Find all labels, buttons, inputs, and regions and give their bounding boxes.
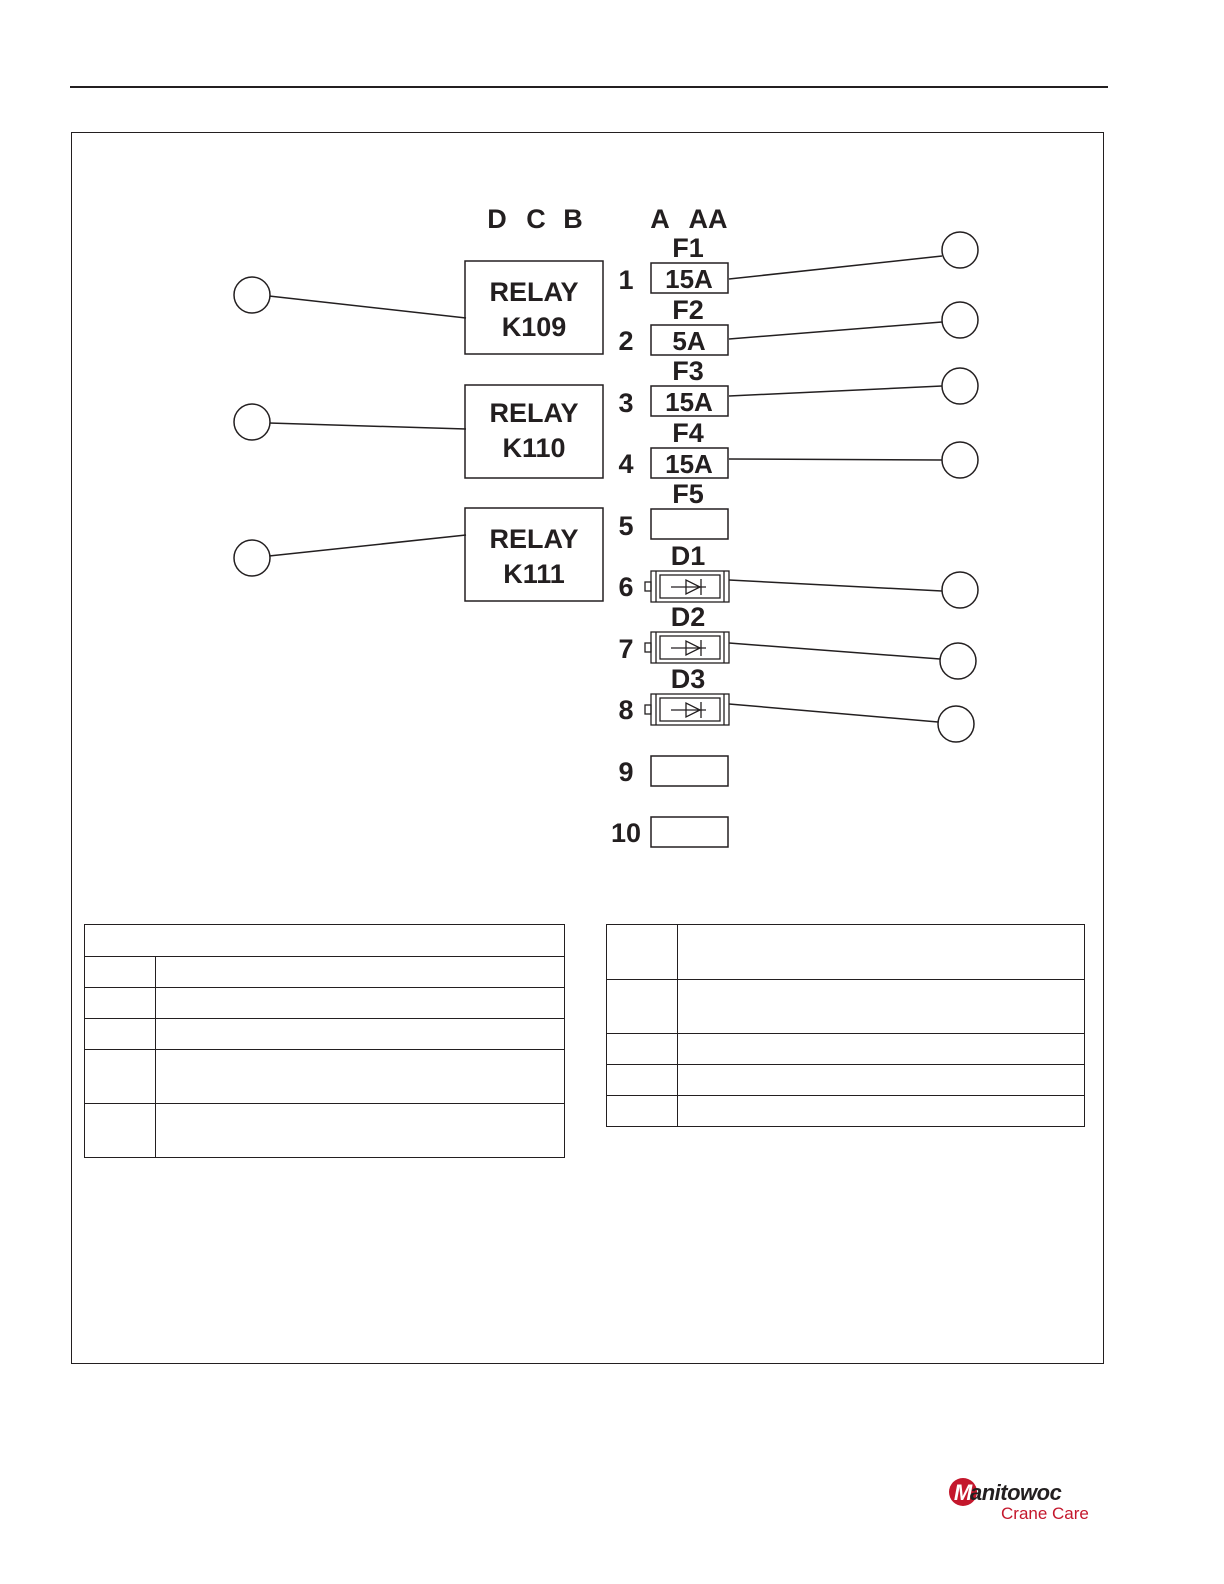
callout-circle-f2: [942, 302, 978, 338]
callout-leader-d3: [729, 704, 938, 722]
relay-k109-label-line2: K109: [501, 312, 567, 342]
fuse-f4-rating: 15A: [665, 449, 713, 479]
fuse-label-f3: F3: [672, 356, 704, 386]
slot-number-1: 1: [618, 265, 634, 295]
callout-leader-d1: [729, 580, 942, 591]
callout-leader-f4: [729, 459, 942, 460]
fuse-f2-rating: 5A: [672, 326, 706, 356]
slot-number-4: 4: [618, 449, 634, 479]
legend-left-row: [85, 988, 565, 1019]
relay-k110-label-line2: K110: [502, 433, 566, 463]
slot-number-7: 7: [618, 634, 634, 664]
legend-right-row: [607, 925, 1085, 980]
legend-left-row: [85, 957, 565, 988]
callout-leader-f3: [729, 386, 942, 396]
diode-label-d2: D2: [670, 602, 706, 632]
callout-leader-k109: [269, 296, 466, 318]
svg-text:M: M: [953, 1480, 973, 1505]
legend-left-header-row: [85, 925, 565, 957]
slot-number-8: 8: [618, 695, 634, 725]
callout-circle-f3: [942, 368, 978, 404]
relay-k111-label-line1: RELAY: [489, 524, 579, 554]
legend-table-right: [606, 924, 1085, 1127]
slot-number-9: 9: [618, 757, 634, 787]
callout-circle-f1: [942, 232, 978, 268]
fuse-label-f5: F5: [672, 479, 704, 509]
callout-circle-f4: [942, 442, 978, 478]
callout-leader-k110: [269, 423, 466, 429]
column-header-d: D: [487, 204, 507, 234]
column-header-aa: AA: [688, 204, 728, 234]
slot-number-3: 3: [618, 388, 634, 418]
slot-number-5: 5: [618, 511, 634, 541]
callout-leader-f1: [729, 256, 942, 279]
manitowoc-crane-care-logo: [948, 1474, 1108, 1526]
callout-circle-d3: [938, 706, 974, 742]
legend-right-row: [607, 1034, 1085, 1065]
callout-circle-d2: [940, 643, 976, 679]
legend-right-row: [607, 1096, 1085, 1127]
empty-slot-9-box: [651, 756, 728, 786]
column-header-c: C: [526, 204, 546, 234]
manitowoc-wordmark: anitowoc: [970, 1480, 1062, 1505]
fuse-label-f1: F1: [672, 233, 704, 263]
legend-left-row: [85, 1104, 565, 1158]
relay-k111-label-line2: K111: [503, 559, 565, 589]
diode-d2-symbol: [645, 632, 729, 663]
slot-number-10: 10: [610, 818, 642, 848]
relay-k110-label-line1: RELAY: [489, 398, 579, 428]
callout-circle-k109: [234, 277, 270, 313]
callout-leader-f2: [729, 322, 942, 339]
fuse-f1-rating: 15A: [665, 264, 713, 294]
legend-right-row: [607, 980, 1085, 1034]
callout-circle-k110: [234, 404, 270, 440]
fuse-label-f2: F2: [672, 295, 704, 325]
callout-leader-d2: [729, 643, 940, 659]
crane-care-wordmark: Crane Care: [1001, 1504, 1089, 1523]
slot-number-6: 6: [618, 572, 634, 602]
empty-slot-10-box: [651, 817, 728, 847]
diode-label-d1: D1: [670, 541, 706, 571]
callout-circle-d1: [942, 572, 978, 608]
legend-right-row: [607, 1065, 1085, 1096]
column-header-a: A: [650, 204, 670, 234]
legend-left-row: [85, 1019, 565, 1050]
diode-d3-symbol: [645, 694, 729, 725]
legend-left-row: [85, 1050, 565, 1104]
fuse-f3-rating: 15A: [665, 387, 713, 417]
diode-label-d3: D3: [670, 664, 706, 694]
slot-number-2: 2: [618, 326, 634, 356]
relay-k109-label-line1: RELAY: [489, 277, 579, 307]
column-header-b: B: [563, 204, 583, 234]
fuse-f5-box: [651, 509, 728, 539]
callout-circle-k111: [234, 540, 270, 576]
legend-table-left: [84, 924, 565, 1158]
diode-d1-symbol: [645, 571, 729, 602]
fuse-label-f4: F4: [672, 418, 704, 448]
callout-leader-k111: [269, 535, 466, 556]
